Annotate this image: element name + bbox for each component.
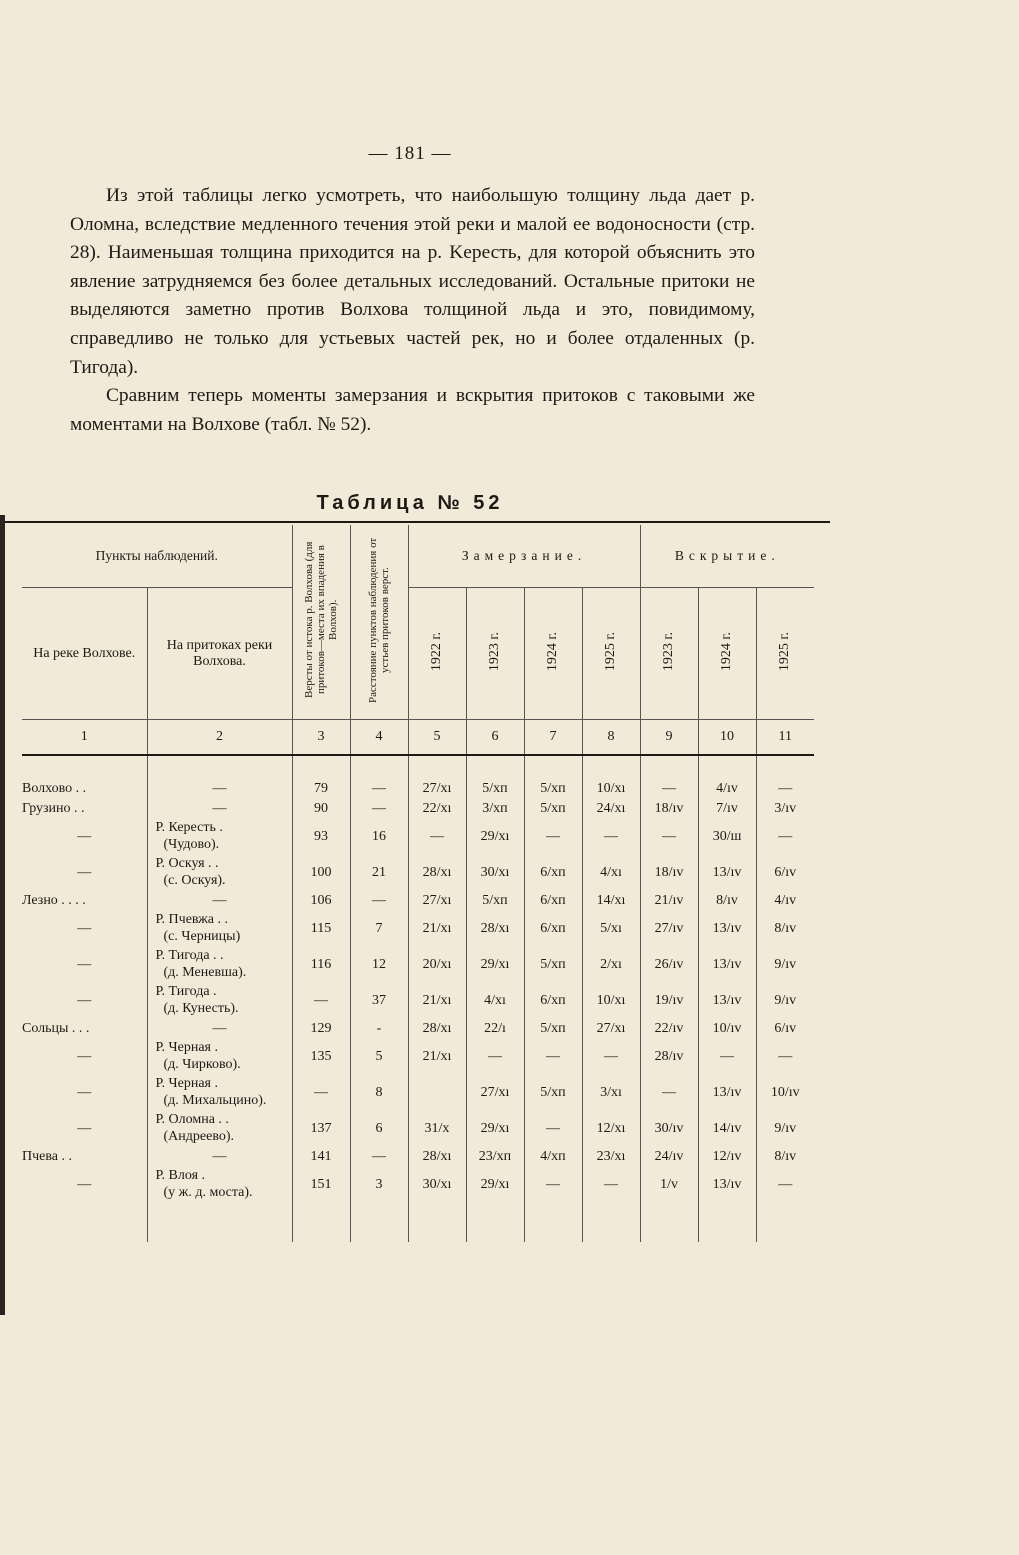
cell-dist: 6 [350,1110,408,1146]
volkhov-point-cell: Пчева . . [22,1148,73,1164]
cell-o1925: 3/ıv [756,798,814,818]
cell-o1924: — [698,1038,756,1074]
cell-o1925: 6/ıv [756,1018,814,1038]
spacer-row [22,755,814,778]
cell-o1924: 13/ıv [698,982,756,1018]
cell-verst: 100 [292,854,350,890]
cell-f1922: 27/xı [408,778,466,798]
cell-o1923: 30/ıv [640,1110,698,1146]
cell-o1923: 26/ıv [640,946,698,982]
cell-f1922: 22/xı [408,798,466,818]
page-edge-shadow [0,515,5,1315]
cell-f1922: 28/xı [408,854,466,890]
cell-dist: — [350,890,408,910]
cell-o1924: 14/ıv [698,1110,756,1146]
tributary-place: (с. Черницы) [163,929,241,944]
volkhov-point-cell: — [77,1120,92,1136]
cell-o1924: 13/ıv [698,1074,756,1110]
table-row [22,798,814,818]
cell-o1925: 8/ıv [756,910,814,946]
cell-f1925: 14/xı [582,890,640,910]
cell-verst: 93 [292,818,350,854]
column-numbers-row [22,720,814,756]
cell-o1923: 27/ıv [640,910,698,946]
tributary-cell [147,818,292,854]
header-freeze: Замерзание. [408,525,640,588]
col-number: 8 [582,720,640,756]
tributary-name: — [212,1148,227,1164]
tributary-name: Р. Тигода . [155,984,217,999]
tributary-place: (д. Меневша). [163,965,247,980]
cell-f1925: 27/xı [582,1018,640,1038]
tributary-cell [147,1038,292,1074]
cell-o1923: 22/ıv [640,1018,698,1038]
tributary-name: Р. Оскуя . . [155,856,219,871]
cell-o1924: 13/ıv [698,910,756,946]
col-number: 11 [756,720,814,756]
tributary-name: — [212,800,227,816]
tributary-cell [147,910,292,946]
cell-f1922: 21/xı [408,910,466,946]
cell-o1925: 9/ıv [756,1110,814,1146]
cell-f1923: 28/xı [466,910,524,946]
tributary-name: Р. Черная . [155,1076,218,1091]
cell-f1923: 27/xı [466,1074,524,1110]
cell-f1924: 5/xп [524,946,582,982]
cell-o1925: 6/ıv [756,854,814,890]
volkhov-point-cell: — [77,1084,92,1100]
cell-dist: 3 [350,1166,408,1202]
cell-o1925: 9/ıv [756,982,814,1018]
cell-o1924: 7/ıv [698,798,756,818]
table-row [22,982,814,1018]
cell-o1923: 28/ıv [640,1038,698,1074]
cell-o1925: 9/ıv [756,946,814,982]
col-number: 10 [698,720,756,756]
paragraph-2: Сравним теперь моменты замерзания и вскрытия притоков с таковыми же моментами на Волхове (табл. № 52). [70,385,755,435]
cell-o1925: 10/ıv [756,1074,814,1110]
cell-f1923: 5/xп [466,890,524,910]
cell-f1922: 27/xı [408,890,466,910]
tributary-name: — [212,780,227,796]
cell-o1924: 13/ıv [698,1166,756,1202]
table-row [22,890,814,910]
cell-o1925: — [756,818,814,854]
header-year-open-1923: 1923 г. [640,588,698,720]
tributary-place: (д. Чирково). [163,1057,241,1072]
table-row [22,910,814,946]
cell-f1923: 29/xı [466,1166,524,1202]
cell-f1925: 12/xı [582,1110,640,1146]
cell-o1923: 18/ıv [640,798,698,818]
cell-o1925: — [756,1038,814,1074]
cell-f1922: 31/x [408,1110,466,1146]
cell-f1925: 3/xı [582,1074,640,1110]
header-points: Пункты наблюдений. [95,548,218,564]
cell-f1923: 29/xı [466,1110,524,1146]
header-year-freeze-1924: 1924 г. [524,588,582,720]
table-row [22,818,814,854]
cell-verst: 106 [292,890,350,910]
table-top-rule [0,521,830,523]
volkhov-point-cell: Сольцы . . . [22,1020,90,1036]
cell-verst: 129 [292,1018,350,1038]
cell-o1925: — [756,778,814,798]
volkhov-point-cell: — [77,864,92,880]
cell-f1924: 5/xп [524,778,582,798]
header-year-open-1924: 1924 г. [698,588,756,720]
cell-o1925: 4/ıv [756,890,814,910]
tributary-place: (Андреево). [163,1129,234,1144]
tributary-place: (у ж. д. моста). [163,1185,253,1200]
bottom-spacer-row [22,1202,814,1242]
tributary-place: (Чудово). [163,837,220,852]
cell-f1924: 5/xп [524,1018,582,1038]
cell-f1922 [408,1074,466,1110]
col-number: 4 [350,720,408,756]
cell-f1922: 28/xı [408,1146,466,1166]
cell-verst: 141 [292,1146,350,1166]
cell-f1924: — [524,1110,582,1146]
cell-dist: 7 [350,910,408,946]
col-number: 1 [22,720,147,756]
tributary-cell [147,946,292,982]
cell-o1923: 1/v [640,1166,698,1202]
cell-verst: 115 [292,910,350,946]
col-number: 3 [292,720,350,756]
col-number: 9 [640,720,698,756]
cell-f1925: 24/xı [582,798,640,818]
cell-f1923: 30/xı [466,854,524,890]
cell-f1924: — [524,1038,582,1074]
table-row [22,854,814,890]
volkhov-point-cell: — [77,920,92,936]
cell-f1924: 6/xп [524,890,582,910]
cell-dist: 8 [350,1074,408,1110]
cell-f1924: 6/xп [524,854,582,890]
cell-o1925: 8/ıv [756,1146,814,1166]
tributary-cell [147,1018,292,1038]
cell-dist: 21 [350,854,408,890]
cell-f1925: — [582,1038,640,1074]
header-distance: Расстояние пунктов наблюдения от устьев притоков верст. [350,525,408,720]
cell-f1923: — [466,1038,524,1074]
cell-dist: — [350,778,408,798]
tributary-cell [147,982,292,1018]
col-number: 7 [524,720,582,756]
paragraph-1: Из этой таблицы легко усмотреть, что наибольшую толщину льда дает р. Оломна, вследствие медленного течения этой реки и малой ее водоносности (стр. 28). Наименьшая толщина приходится на р. Keресть, для которой объяснить это явление затрудняемся без более детальных исследований. Остальные притоки не выделяются заметно против Волхова толщиной льда и это, повидимому, справедливо не только для устьевых частей рек, но и более отдаленных (р. Тигода). [70,185,755,378]
tributary-place: (д. Кунесть). [163,1001,239,1016]
tributary-cell [147,1110,292,1146]
table-row [22,1038,814,1074]
tributary-place: (д. Михальцино). [163,1093,267,1108]
cell-o1923: — [640,778,698,798]
tributary-place: (с. Оскуя). [163,873,226,888]
cell-o1924: 4/ıv [698,778,756,798]
cell-o1925: — [756,1166,814,1202]
cell-o1924: 10/ıv [698,1018,756,1038]
cell-f1923: 3/xп [466,798,524,818]
cell-f1925: 2/xı [582,946,640,982]
cell-dist: 5 [350,1038,408,1074]
cell-f1925: 4/xı [582,854,640,890]
header-volkhov: На реке Волхове. [22,588,147,720]
cell-f1922: 30/xı [408,1166,466,1202]
cell-dist: 16 [350,818,408,854]
col-number: 2 [147,720,292,756]
cell-verst: 135 [292,1038,350,1074]
cell-dist: — [350,798,408,818]
cell-o1923: 24/ıv [640,1146,698,1166]
cell-f1925: 23/xı [582,1146,640,1166]
cell-f1923: 23/xп [466,1146,524,1166]
table-row [22,778,814,798]
cell-f1925: 10/xı [582,778,640,798]
header-year-freeze-1925: 1925 г. [582,588,640,720]
header-sub-row [22,588,814,720]
cell-f1925: 10/xı [582,982,640,1018]
tributary-cell [147,778,292,798]
volkhov-point-cell: Грузино . . [22,800,85,816]
tributary-name: Р. Оломна . . [155,1112,229,1127]
cell-f1922: — [408,818,466,854]
cell-f1923: 22/ı [466,1018,524,1038]
table-row [22,1110,814,1146]
cell-f1924: 6/xп [524,982,582,1018]
cell-dist: - [350,1018,408,1038]
volkhov-point-cell: — [77,956,92,972]
tributary-name: Р. Влоя . [155,1168,206,1183]
tributary-name: Р. Тигода . . [155,948,224,963]
tributary-cell [147,890,292,910]
body-text [70,182,755,439]
cell-o1924: 13/ıv [698,946,756,982]
cell-f1922: 21/xı [408,982,466,1018]
cell-f1923: 5/xп [466,778,524,798]
cell-f1923: 29/xı [466,818,524,854]
cell-verst: 90 [292,798,350,818]
col-number: 6 [466,720,524,756]
header-year-open-1925: 1925 г. [756,588,814,720]
cell-f1925: 5/xı [582,910,640,946]
cell-f1923: 29/xı [466,946,524,982]
table-row [22,1018,814,1038]
volkhov-point-cell: — [77,828,92,844]
cell-o1923: 19/ıv [640,982,698,1018]
header-versts: Версты от истока р. Волхова (для притоков—места их впадения в Волхов). [292,525,350,720]
cell-verst: 116 [292,946,350,982]
volkhov-point-cell: — [77,1176,92,1192]
cell-dist: 37 [350,982,408,1018]
tributary-cell [147,854,292,890]
cell-verst: — [292,1074,350,1110]
cell-f1922: 21/xı [408,1038,466,1074]
tributary-cell [147,798,292,818]
cell-o1924: 8/ıv [698,890,756,910]
tributary-name: Р. Кересть . [155,820,223,835]
tributary-cell [147,1074,292,1110]
tributary-name: — [212,1020,227,1036]
tributary-name: Р. Черная . [155,1040,218,1055]
cell-dist: — [350,1146,408,1166]
header-year-freeze-1922: 1922 г. [408,588,466,720]
ice-dates-table [22,525,814,1242]
cell-verst: 151 [292,1166,350,1202]
volkhov-point-cell: Волхово . . [22,780,87,796]
volkhov-point-cell: — [77,992,92,1008]
cell-o1923: — [640,818,698,854]
cell-o1924: 12/ıv [698,1146,756,1166]
table-row [22,1146,814,1166]
cell-verst: 137 [292,1110,350,1146]
cell-f1925: — [582,1166,640,1202]
tributary-cell [147,1166,292,1202]
header-year-freeze-1923: 1923 г. [466,588,524,720]
table-title: Таблица № 52 [316,492,504,514]
table-row [22,1074,814,1110]
cell-verst: 79 [292,778,350,798]
cell-dist: 12 [350,946,408,982]
cell-o1924: 30/ш [698,818,756,854]
table-row [22,1166,814,1202]
header-group-row [22,525,814,588]
col-number: 5 [408,720,466,756]
cell-f1922: 20/xı [408,946,466,982]
cell-o1923: 21/ıv [640,890,698,910]
tributary-cell [147,1146,292,1166]
cell-f1924: — [524,1166,582,1202]
cell-f1924: 5/xп [524,798,582,818]
tributary-name: — [212,892,227,908]
cell-f1922: 28/xı [408,1018,466,1038]
cell-f1924: 6/xп [524,910,582,946]
volkhov-point-cell: Лезно . . . . [22,892,86,908]
header-tributaries: На притоках реки Волхова. [147,588,292,720]
cell-f1925: — [582,818,640,854]
cell-verst: — [292,982,350,1018]
cell-f1924: 5/xп [524,1074,582,1110]
tributary-name: Р. Пчевжа . . [155,912,228,927]
cell-f1923: 4/xı [466,982,524,1018]
volkhov-point-cell: — [77,1048,92,1064]
table-row [22,946,814,982]
cell-o1924: 13/ıv [698,854,756,890]
header-open: Вскрытие. [640,525,814,588]
cell-f1924: — [524,818,582,854]
cell-f1924: 4/xп [524,1146,582,1166]
page-number: — 181 — [368,143,452,164]
cell-o1923: — [640,1074,698,1110]
cell-o1923: 18/ıv [640,854,698,890]
